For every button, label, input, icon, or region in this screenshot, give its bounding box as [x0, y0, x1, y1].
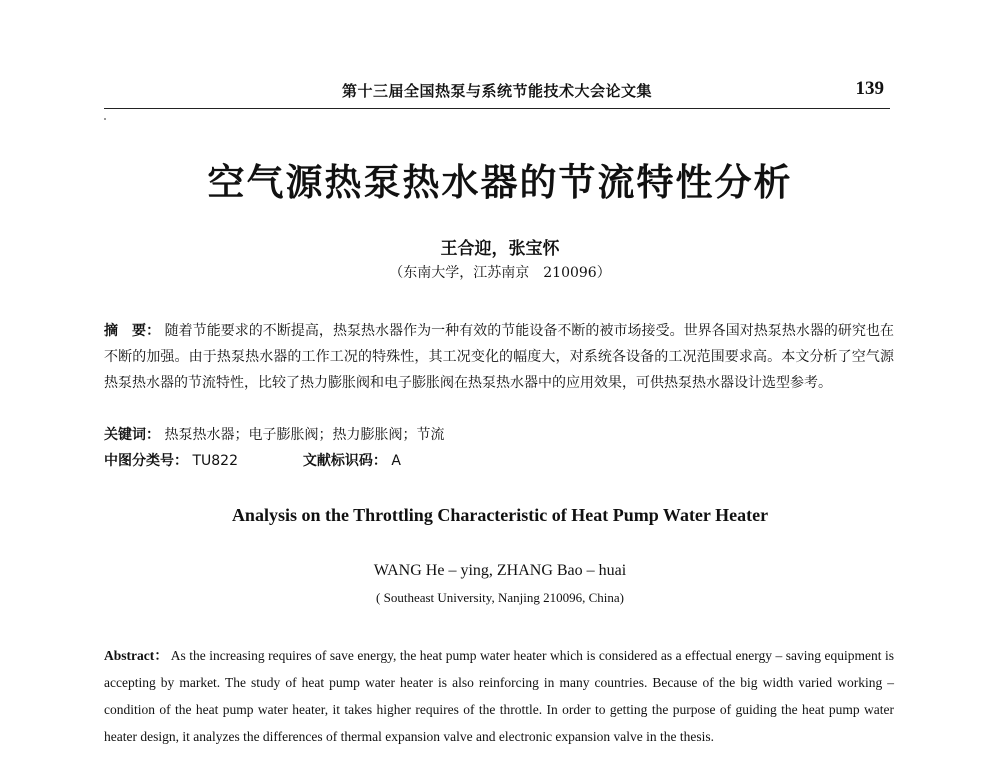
abstract-en-text: As the increasing requires of save energy, the heat pump water heater which is considered as a effectual energy – saving equipment is accepting by market. The study of heat pump water heater is also reinforcing in many countries. Because of the big width varied working – condition of the heat pump water heater, it takes higher requires of the throttle. In order to getting the purpose of guiding the heat pump water heater design, it analyzes the differences of thermal expansion valve and electronic expansion valve in the thesis.	[104, 648, 894, 744]
page-number: 139	[855, 78, 884, 99]
running-header	[104, 78, 890, 109]
affiliation-cn: （东南大学，江苏南京 210096）	[389, 265, 611, 281]
keywords-cn	[104, 422, 444, 448]
abstract-en-label: Abstract：	[104, 648, 168, 663]
abstract-en	[104, 642, 894, 750]
paper-title-cn: 空气源热泵热水器的节流特性分析	[207, 160, 793, 204]
abstract-cn	[104, 318, 894, 396]
keywords-cn-text: 热泵热水器；电子膨胀阀；热力膨胀阀；节流	[164, 427, 445, 443]
clc-value: TU822	[192, 453, 238, 469]
abstract-cn-label: 摘 要：	[104, 323, 161, 339]
doc-code-value: A	[391, 453, 401, 469]
paper-title-en: Analysis on the Throttling Characteristic of Heat Pump Water Heater	[231, 505, 769, 525]
keywords-cn-label: 关键词：	[104, 427, 160, 443]
authors-cn: 王合迎，张宝怀	[440, 239, 560, 259]
clc-label: 中图分类号：	[104, 453, 188, 469]
scan-artifact-dot	[104, 118, 106, 120]
authors-en: WANG He – ying, ZHANG Bao – huai	[373, 562, 627, 579]
proceedings-title: 第十三届全国热泵与系统节能技术大会论文集	[341, 82, 652, 100]
abstract-cn-text: 随着节能要求的不断提高，热泵热水器作为一种有效的节能设备不断的被市场接受。世界各国对热泵热水器的研究也在不断的加强。由于热泵热水器的工作工况的特殊性，其工况变化的幅度大，对系统各设备的工况范围要求高。本文分析了空气源热泵热水器的节流特性，比较了热力膨胀阀和电子膨胀阀在热泵热水器中的应用效果，可供热泵热水器设计选型参考。	[104, 323, 895, 391]
affiliation-en: ( Southeast University, Nanjing 210096, China)	[376, 590, 624, 605]
classification-line	[104, 448, 401, 474]
doc-code-label: 文献标识码：	[302, 453, 387, 469]
